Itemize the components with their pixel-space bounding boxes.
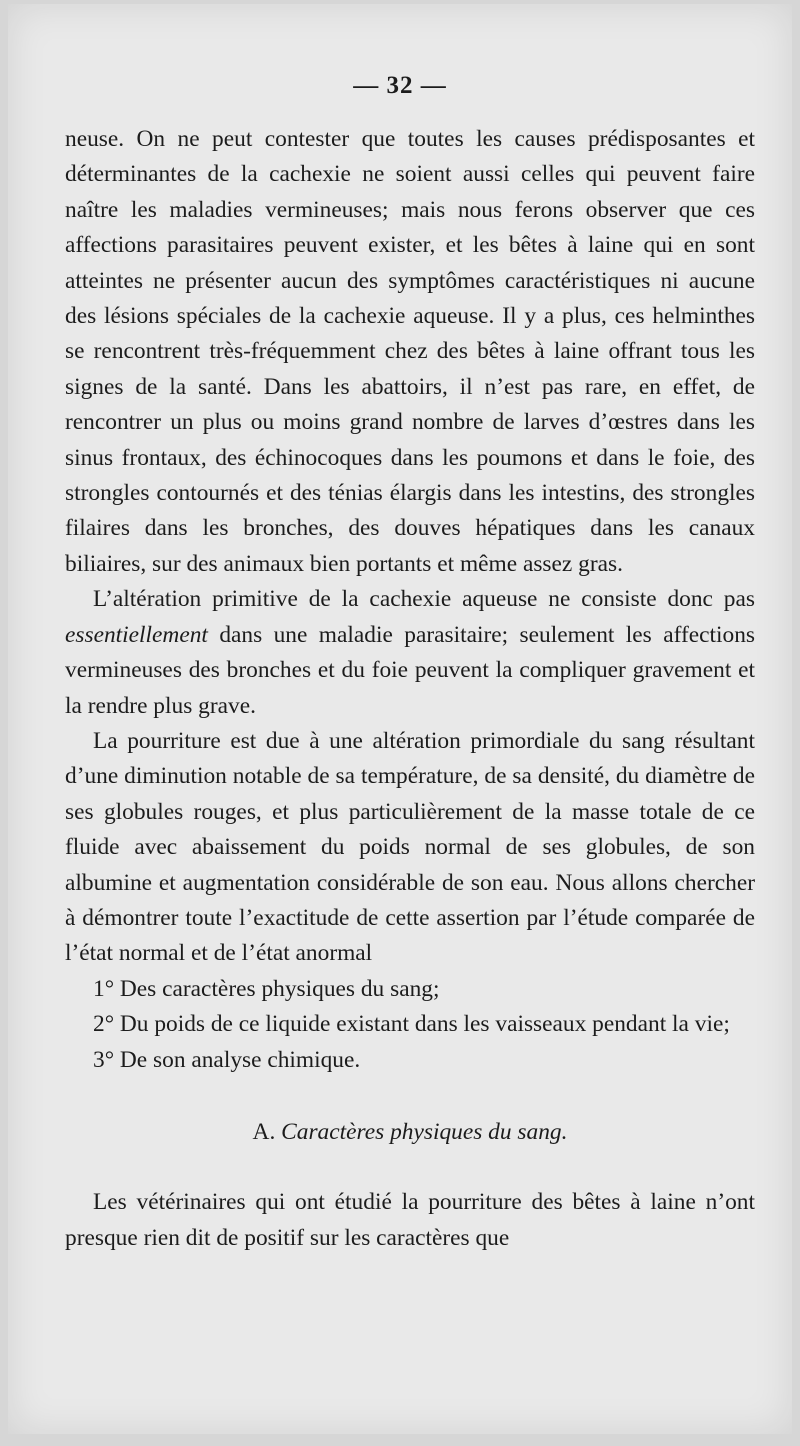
emphasis-essentiellement: essentiellement bbox=[65, 621, 208, 648]
list-item: 3° De son analyse chimique. bbox=[93, 1046, 361, 1073]
list-item: 2° Du poids de ce liquide existant dans les vaisseaux pendant la vie; bbox=[93, 1011, 730, 1038]
paragraph-final: Les vétérinaires qui ont étudié la pourriture des bêtes à laine n’ont presque rien dit de positif sur les caractères que bbox=[65, 1189, 755, 1251]
paragraph-alteration: L’altération primitive de la cachexie aqueuse ne consiste donc pas essentiellement dans une maladie parasitaire; seulement les affections vermineuses des bronches et du foie peuvent la compliquer gravement et la rendre plus grave. bbox=[65, 586, 755, 719]
section-title: Caractères physiques du sang. bbox=[281, 1118, 568, 1145]
book-page bbox=[8, 4, 792, 1434]
section-letter: A. bbox=[252, 1118, 276, 1145]
paragraph-continued: neuse. On ne peut contester que toutes les causes prédisposantes et déterminantes de la cachexie ne soient aussi celles qui peuvent faire naître les maladies vermineuses; mais nous ferons observer que ces affections parasitaires peuvent exister, et les bêtes à laine qui en sont atteintes ne présenter aucun des symptômes caractéristiques ni aucune des lésions spéciales de la cachexie aqueuse. Il y a plus, ces helminthes se rencontrent très-fréquemment chez des bêtes à laine offrant tous les signes de la santé. Dans les abattoirs, il n’est pas rare, en effet, de rencontrer un plus ou moins grand nombre de larves d’œstres dans les sinus frontaux, des échinocoques dans les poumons et dans le foie, des strongles contournés et des ténias élargis dans les intestins, des strongles filaires dans les bronches, des douves hépatiques dans les canaux biliaires, sur des animaux bien portants et même assez gras. bbox=[65, 126, 755, 577]
list-item: 1° Des caractères physiques du sang; bbox=[93, 975, 440, 1002]
page-number: — 32 — bbox=[353, 72, 447, 99]
paragraph-pourriture: La pourriture est due à une altération primordiale du sang résultant d’une diminution notable de sa température, de sa densité, du diamètre de ses globules rouges, et plus particulièrement de la masse totale de ce fluide avec abaissement du poids normal de ses globules, de son albumine et augmentation considérable de son eau. Nous allons chercher à démontrer toute l’exactitude de cette assertion par l’étude comparée de l’état normal et de l’état anormal bbox=[65, 727, 755, 967]
enumeration-list bbox=[65, 972, 755, 1078]
body-text bbox=[65, 122, 755, 1256]
section-heading bbox=[65, 1115, 755, 1150]
final-paragraph-block bbox=[65, 1185, 755, 1256]
